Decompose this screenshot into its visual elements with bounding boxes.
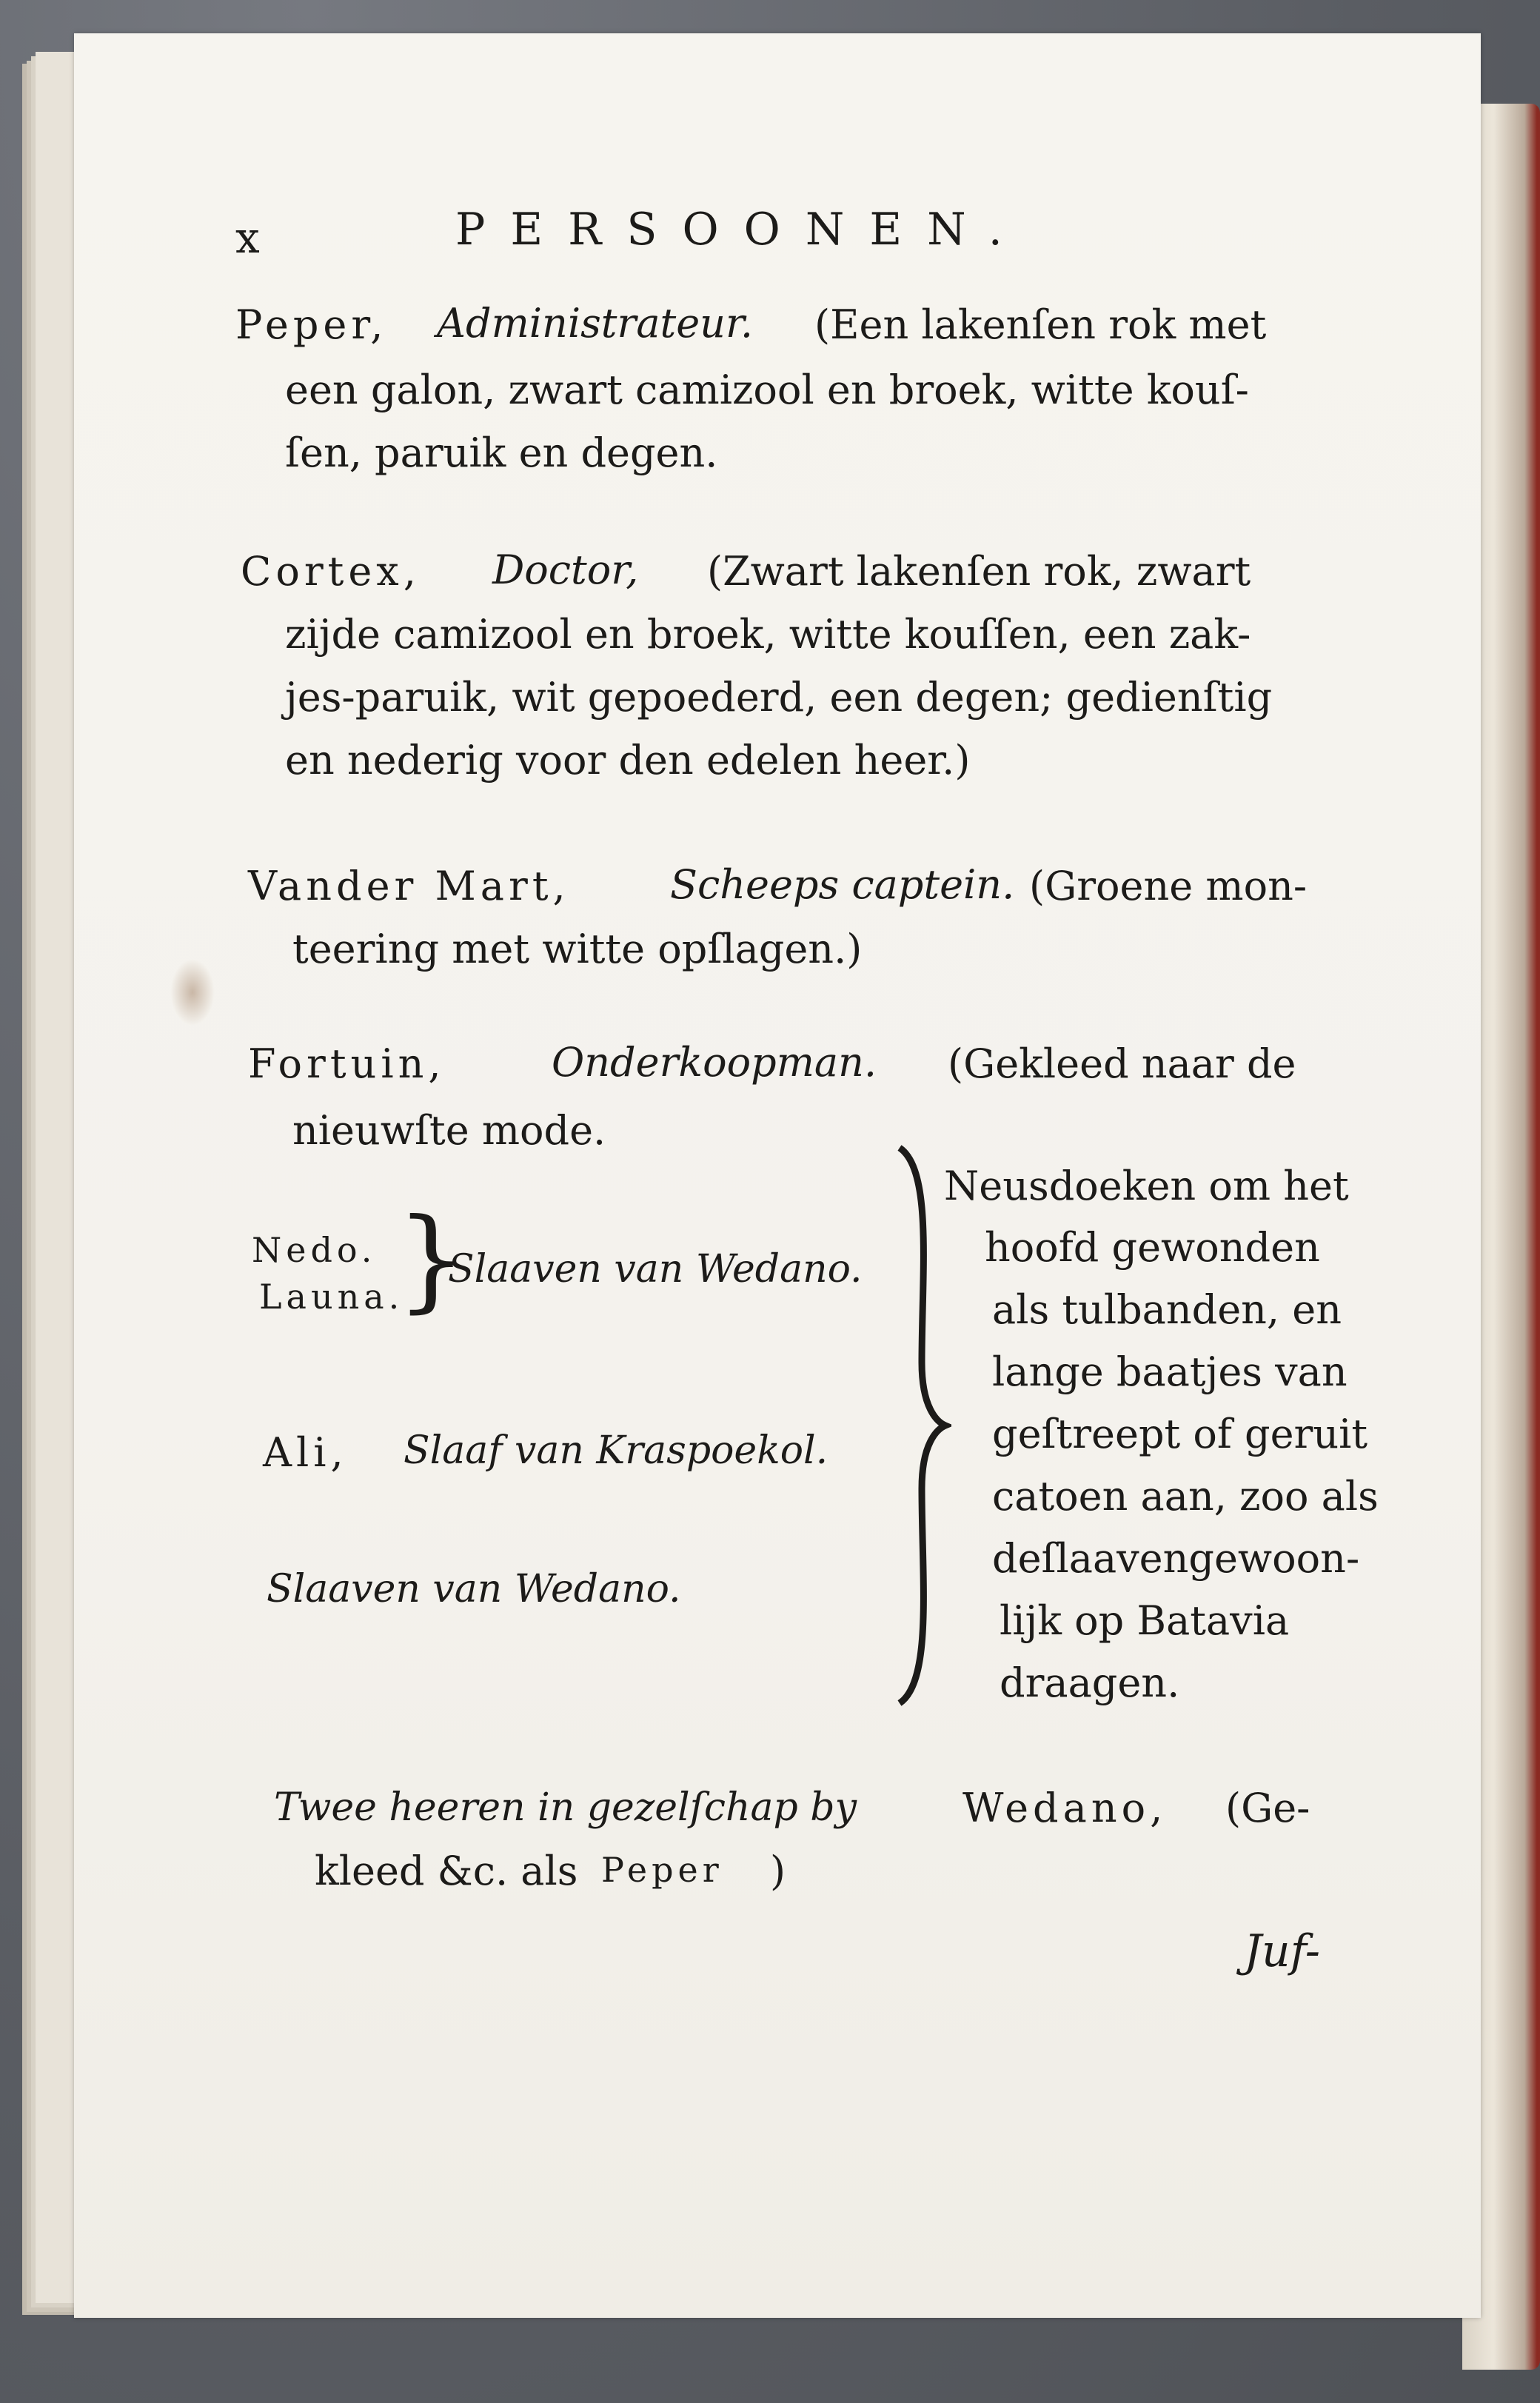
- costume-line: lijk op Batavia: [1000, 1597, 1290, 1644]
- running-head: PERSOONEN.: [455, 204, 1028, 255]
- entry-name-peper: Peper,: [235, 301, 388, 348]
- entry-line: (Groene mon-: [1029, 863, 1308, 909]
- entry-name-fortuin: Fortuin,: [248, 1040, 446, 1087]
- entry-name-vander-mart: Vander Mart,: [248, 863, 570, 909]
- entry-line: (Gekleed naar de: [948, 1040, 1296, 1087]
- brace-small: }: [396, 1195, 467, 1324]
- entry-line: ſen, paruik en degen.: [285, 430, 718, 476]
- costume-line: als tulbanden, en: [992, 1286, 1342, 1333]
- entry-line: een galon, zwart camizool en broek, witte kouſ-: [285, 367, 1249, 413]
- closing-name-peper: Peper: [601, 1850, 723, 1890]
- entry-role-vander-mart: Scheeps captein.: [670, 861, 1015, 908]
- entry-role-peper: Administrateur.: [437, 300, 753, 347]
- entry-role-cortex: Doctor,: [492, 547, 639, 593]
- entry-line: (Een lakenſen rok met: [814, 301, 1267, 348]
- entry-line: zijde camizool en broek, witte kouſſen, een zak-: [285, 611, 1251, 658]
- entry-name-cortex: Cortex,: [241, 548, 421, 595]
- entry-line: jes-paruik, wit gepoederd, een degen; gedienſtig: [285, 674, 1273, 721]
- entry-line: (Zwart lakenſen rok, zwart: [707, 548, 1251, 595]
- slave-group-role: Slaaven van Wedano.: [448, 1247, 863, 1291]
- slave-name-nedo: Nedo.: [252, 1230, 377, 1270]
- brace-large: [892, 1140, 951, 1711]
- slave-other: Slaaven van Wedano.: [267, 1567, 681, 1611]
- costume-line: lange baatjes van: [992, 1348, 1348, 1395]
- costume-line: Neusdoeken om het: [944, 1163, 1349, 1209]
- closing-end: (Ge-: [1225, 1785, 1310, 1831]
- slave-name-ali: Ali,: [263, 1429, 348, 1476]
- slave-role-ali: Slaaf van Kraspoekol.: [404, 1428, 828, 1473]
- entry-line: nieuwſte mode.: [292, 1107, 606, 1154]
- costume-line: draagen.: [1000, 1660, 1180, 1706]
- page-number: x: [235, 213, 260, 263]
- entry-line: en nederig voor den edelen heer.): [285, 737, 971, 783]
- closing-line2-end: ): [770, 1848, 786, 1894]
- closing-italic: Twee heeren in gezelſchap by: [274, 1785, 857, 1830]
- slave-name-launa: Launa.: [259, 1277, 404, 1317]
- catchword: Juf-: [1244, 1925, 1321, 1977]
- entry-role-fortuin: Onderkoopman.: [552, 1039, 877, 1086]
- costume-line: catoen aan, zoo als: [992, 1473, 1379, 1520]
- page-stain: [170, 959, 215, 1026]
- entry-line: teering met witte opſlagen.): [292, 926, 863, 972]
- closing-line2: kleed &c. als: [315, 1848, 578, 1894]
- costume-line: geſtreept of geruit: [992, 1411, 1368, 1457]
- costume-line: deſlaavengewoon-: [992, 1535, 1360, 1582]
- costume-line: hoofd gewonden: [985, 1224, 1320, 1271]
- closing-name-wedano: Wedano,: [962, 1785, 1168, 1831]
